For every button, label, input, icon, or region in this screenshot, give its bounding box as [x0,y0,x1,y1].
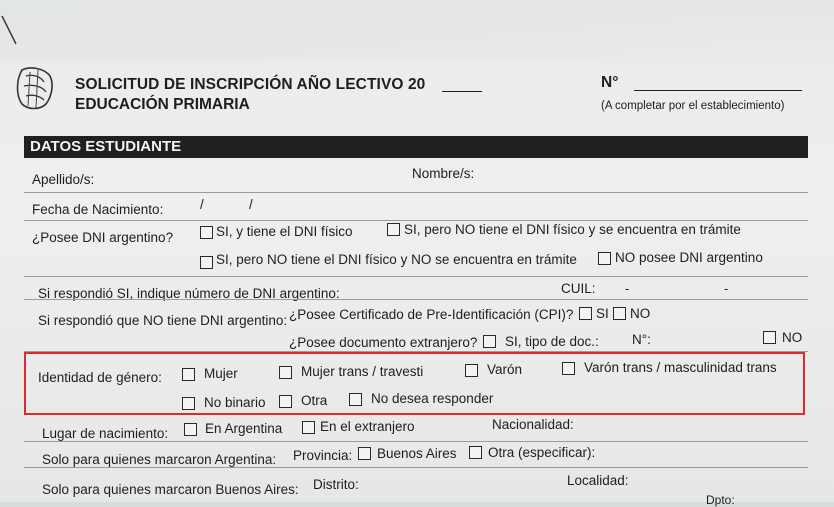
dni-question-label: ¿Posee DNI argentino? [32,230,174,245]
dni-opt2-checkbox[interactable] [387,223,400,236]
numero-field-line[interactable] [634,90,802,91]
en-argentina-label: En Argentina [205,421,283,436]
doc-ext-no-checkbox[interactable] [763,331,776,344]
dni-opt1-label: SI, y tiene el DNI físico [216,224,353,239]
provincia-label: Provincia: [293,448,353,463]
date-separator: / [249,197,253,212]
genero-otra-label: Otra [301,393,328,408]
genero-mujer-checkbox[interactable] [182,368,195,381]
localidad-label: Localidad: [567,473,629,488]
divider [24,467,808,468]
dni-opt4-label: NO posee DNI argentino [615,250,763,265]
section-header-datos-estudiante: DATOS ESTUDIANTE [24,136,808,158]
cpi-question-label: ¿Posee Certificado de Pre-Identificación (CPI)? [289,307,574,322]
divider [24,276,808,277]
cpi-si-label: SI [596,306,609,321]
paper-shadow [0,0,834,60]
divider [24,351,808,352]
genero-varon-checkbox[interactable] [465,364,478,377]
buenos-aires-checkbox[interactable] [358,447,371,460]
doc-ext-si-checkbox[interactable] [483,335,496,348]
numero-note: (A completar por el establecimiento) [601,100,785,112]
numero-label: N° [601,74,619,91]
doc-ext-si-tipo-label: SI, tipo de doc.: [505,334,599,349]
distrito-label: Distrito: [313,477,359,492]
dni-number-label: Si respondió SI, indique número de DNI argentino: [38,286,340,301]
otra-provincia-checkbox[interactable] [469,446,482,459]
solo-buenos-aires-label: Solo para quienes marcaron Buenos Aires: [42,482,299,497]
cpi-no-checkbox[interactable] [613,307,626,320]
divider [24,441,808,442]
genero-no-binario-label: No binario [204,395,266,410]
genero-varon-trans-label: Varón trans / masculinidad trans [584,360,777,375]
date-separator: / [200,197,204,212]
nombre-label: Nombre/s: [412,166,475,181]
genero-mujer-label: Mujer [204,366,238,381]
form-subtitle: EDUCACIÓN PRIMARIA [75,96,250,113]
cuil-label: CUIL: [561,281,596,296]
cpi-si-checkbox[interactable] [579,307,592,320]
doc-ext-no-label: NO [782,330,803,345]
no-dni-label: Si respondió que NO tiene DNI argentino: [38,313,288,328]
genero-no-desea-checkbox[interactable] [349,393,362,406]
dni-opt2-label: SI, pero NO tiene el DNI físico y se encuentra en trámite [404,222,741,237]
dni-opt4-checkbox[interactable] [598,252,611,265]
cpi-no-label: NO [630,306,651,321]
cuil-separator: - [625,281,630,296]
divider [24,192,808,193]
genero-no-binario-checkbox[interactable] [182,397,195,410]
pen-stroke [0,0,20,50]
genero-varon-label: Varón [487,362,523,377]
year-field-line[interactable] [442,91,482,92]
solo-argentina-label: Solo para quienes marcaron Argentina: [42,452,277,467]
genero-mujer-trans-label: Mujer trans / travesti [301,364,424,379]
dni-opt3-label: SI, pero NO tiene el DNI físico y NO se encuentra en trámite [216,252,577,267]
fecha-nacimiento-label: Fecha de Nacimiento: [32,202,164,217]
identidad-genero-label: Identidad de género: [38,370,162,385]
genero-varon-trans-checkbox[interactable] [562,362,575,375]
doc-nro-label: N°: [632,332,651,347]
province-seal-logo [14,66,56,112]
doc-extranjero-question: ¿Posee documento extranjero? [289,335,478,350]
nacionalidad-label: Nacionalidad: [492,417,574,432]
partial-cut-label: Dpto: [706,493,735,507]
genero-otra-checkbox[interactable] [279,395,292,408]
divider [24,299,808,300]
dni-opt3-checkbox[interactable] [200,256,213,269]
en-extranjero-checkbox[interactable] [302,421,315,434]
buenos-aires-label: Buenos Aires [377,446,457,461]
genero-no-desea-label: No desea responder [371,391,494,406]
otra-especificar-label: Otra (especificar): [488,445,596,460]
en-argentina-checkbox[interactable] [184,423,197,436]
form-title: SOLICITUD DE INSCRIPCIÓN AÑO LECTIVO 20 [75,76,426,93]
divider [24,220,808,221]
apellido-label: Apellido/s: [32,172,95,187]
dni-opt1-checkbox[interactable] [200,226,213,239]
cuil-separator: - [724,281,729,296]
lugar-nacimiento-label: Lugar de nacimiento: [42,426,169,441]
en-extranjero-label: En el extranjero [320,419,415,434]
genero-mujer-trans-checkbox[interactable] [279,366,292,379]
